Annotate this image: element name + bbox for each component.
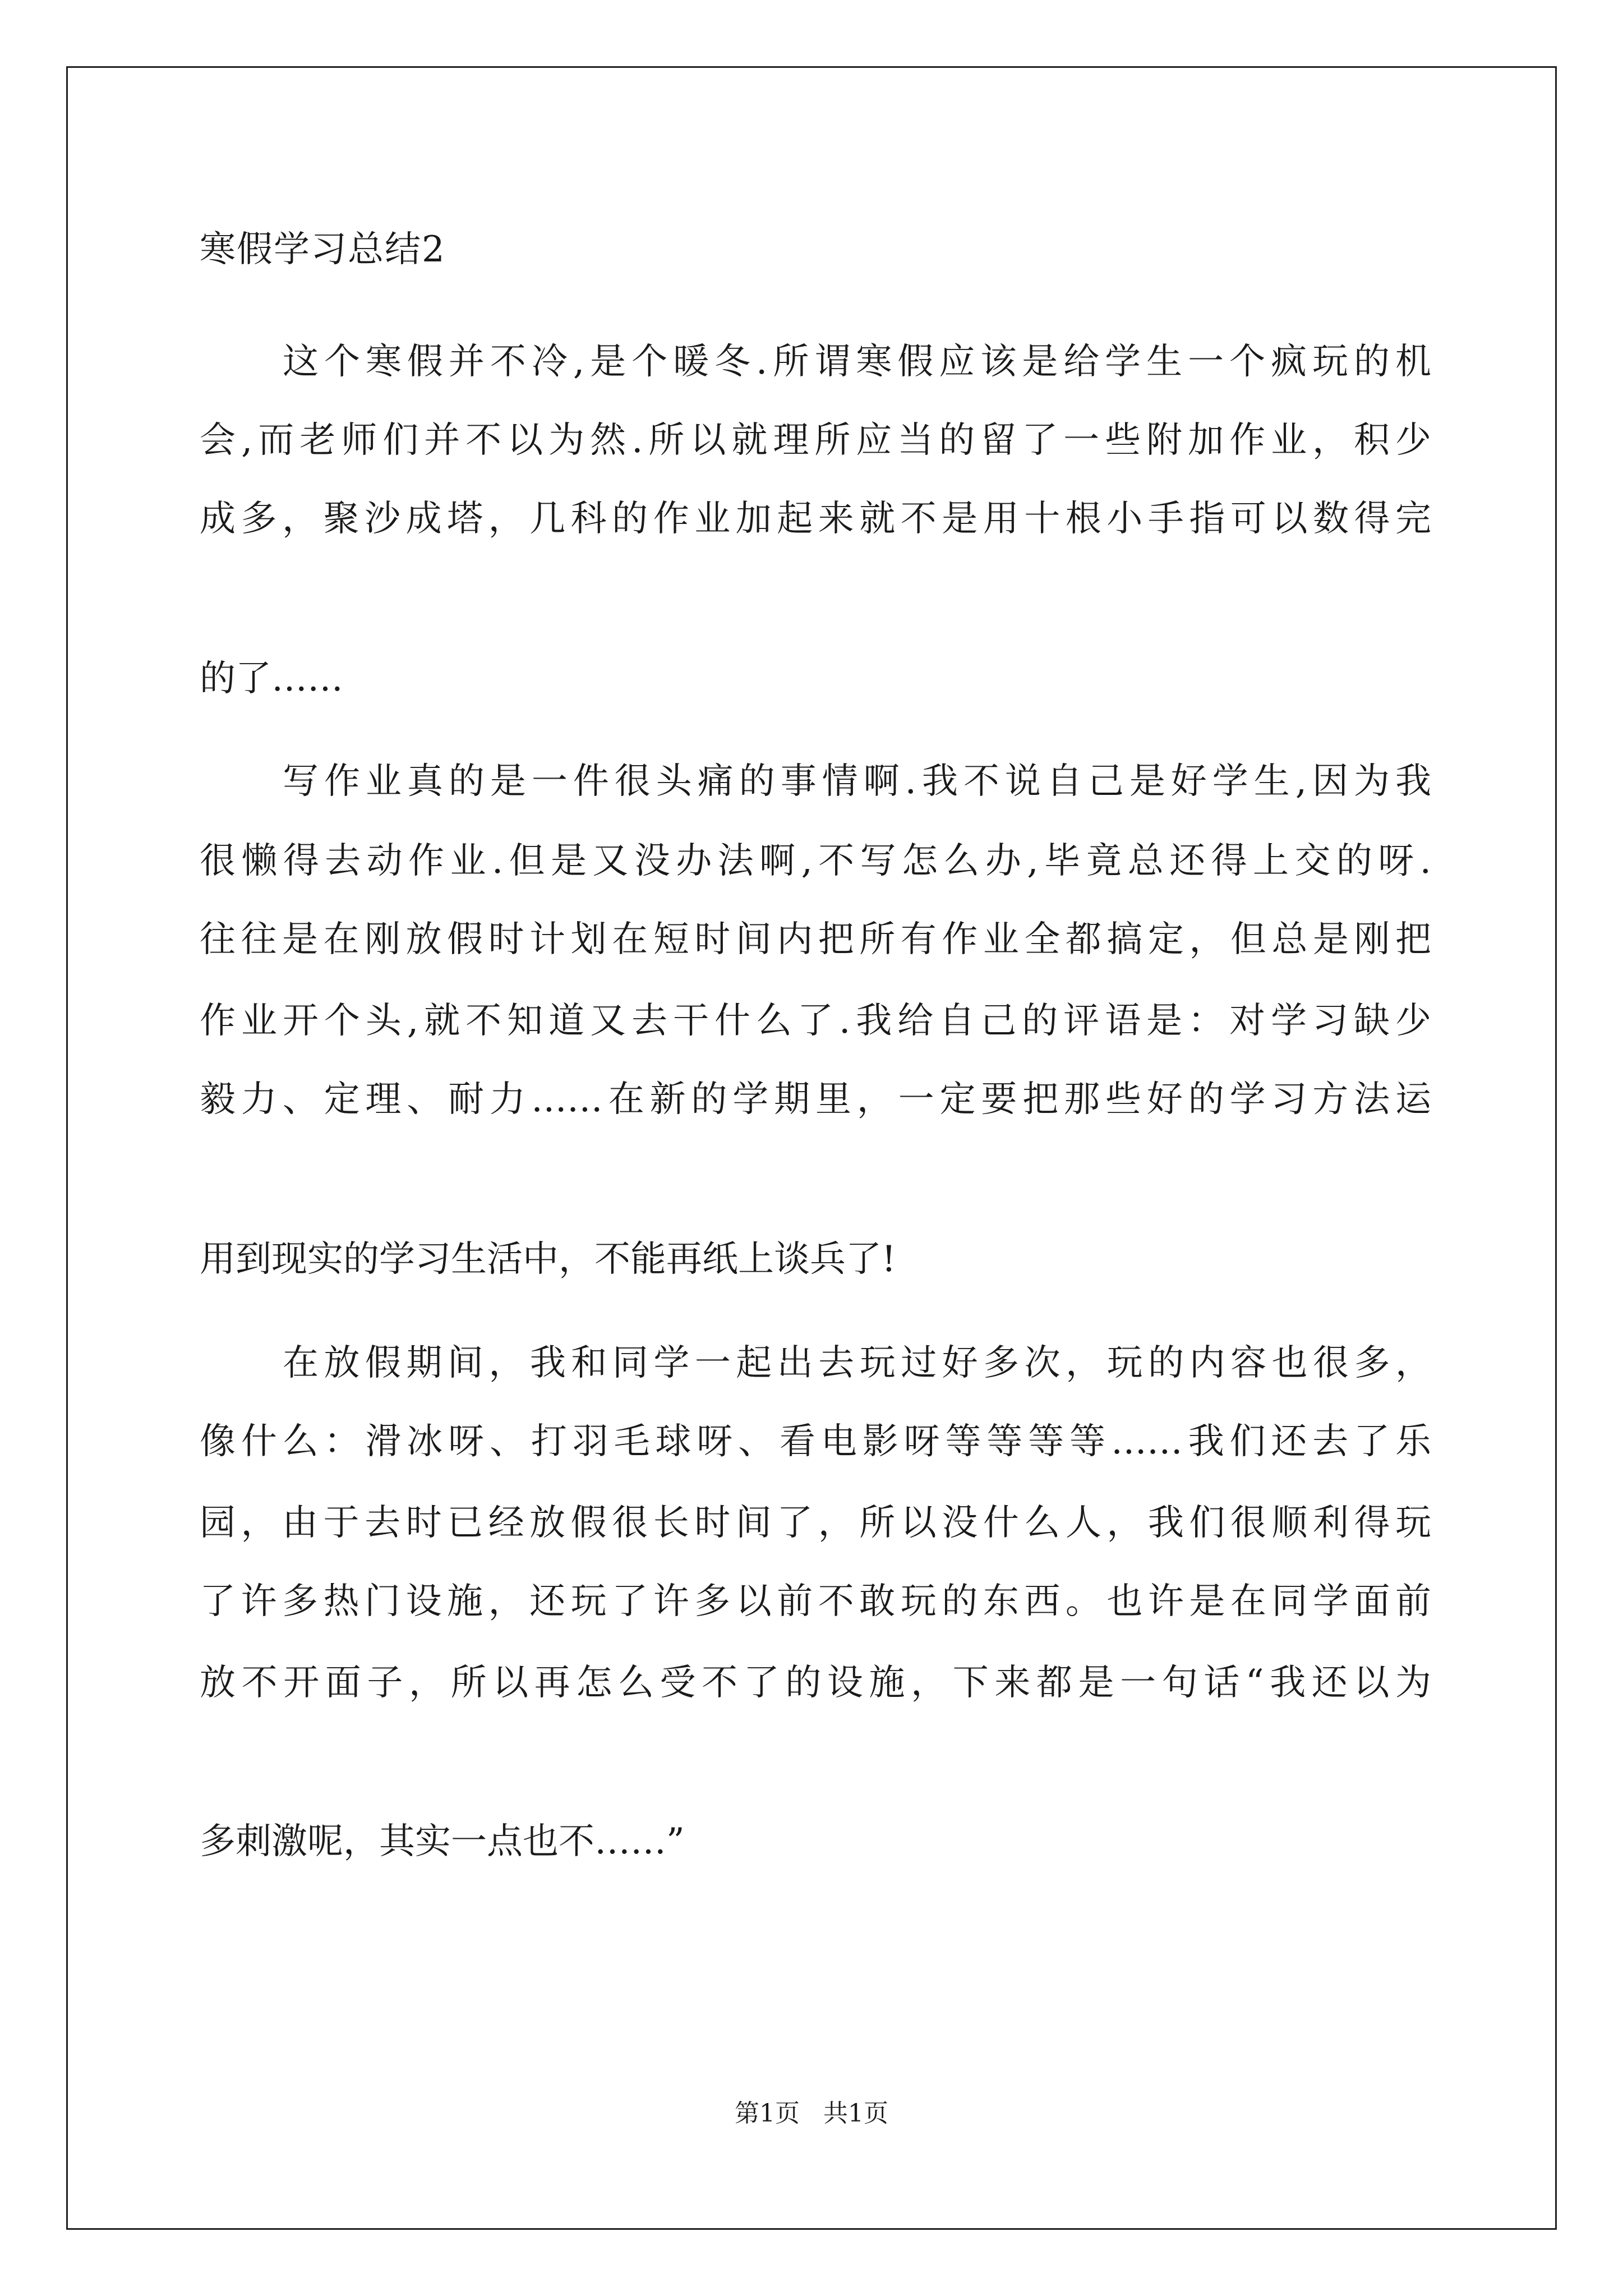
paragraph-1-line-4: 的了…… [200,658,343,700]
paragraph-2-line-3: 往往是在刚放假时计划在短时间内把所有作业全都搞定，但总是刚把 [200,919,1431,960]
paragraph-1-line-2: 会,而老师们并不以为然.所以就理所应当的留了一些附加作业，积少 [200,420,1431,461]
paragraph-3-line-4: 了许多热门设施，还玩了许多以前不敢玩的东西。也许是在同学面前 [200,1581,1431,1622]
paragraph-1-line-1: 这个寒假并不冷,是个暖冬.所谓寒假应该是给学生一个疯玩的机 [283,341,1431,383]
page-footer [0,2097,1623,2131]
paragraph-2-line-1: 写作业真的是一件很头痛的事情啊.我不说自己是好学生,因为我 [283,761,1431,802]
page-number: 第1页 [735,2099,800,2128]
paragraph-2-line-4: 作业开个头,就不知道又去干什么了.我给自己的评语是：对学习缺少 [200,1000,1431,1042]
paragraph-2-line-6: 用到现实的学习生活中，不能再纸上谈兵了! [200,1239,896,1280]
paragraph-2-line-5: 毅力、定理、耐力……在新的学期里，一定要把那些好的学习方法运 [200,1079,1431,1120]
paragraph-3-line-6: 多刺激呢，其实一点也不……” [200,1821,685,1862]
paragraph-3-line-5: 放不开面子，所以再怎么受不了的设施，下来都是一句话“我还以为 [200,1662,1431,1704]
page-total: 共1页 [823,2099,888,2128]
document-title: 寒假学习总结2 [200,229,446,270]
paragraph-3-line-2: 像什么：滑冰呀、打羽毛球呀、看电影呀等等等等……我们还去了乐 [200,1421,1431,1462]
paragraph-3-line-1: 在放假期间，我和同学一起出去玩过好多次，玩的内容也很多， [283,1342,1431,1384]
paragraph-3-line-3: 园，由于去时已经放假很长时间了，所以没什么人，我们很顺利得玩 [200,1502,1431,1544]
paragraph-1-line-3: 成多，聚沙成塔，几科的作业加起来就不是用十根小手指可以数得完 [200,498,1431,540]
paragraph-2-line-2: 很懒得去动作业.但是又没办法啊,不写怎么办,毕竟总还得上交的呀. [200,840,1431,882]
page-border [66,66,1557,2230]
